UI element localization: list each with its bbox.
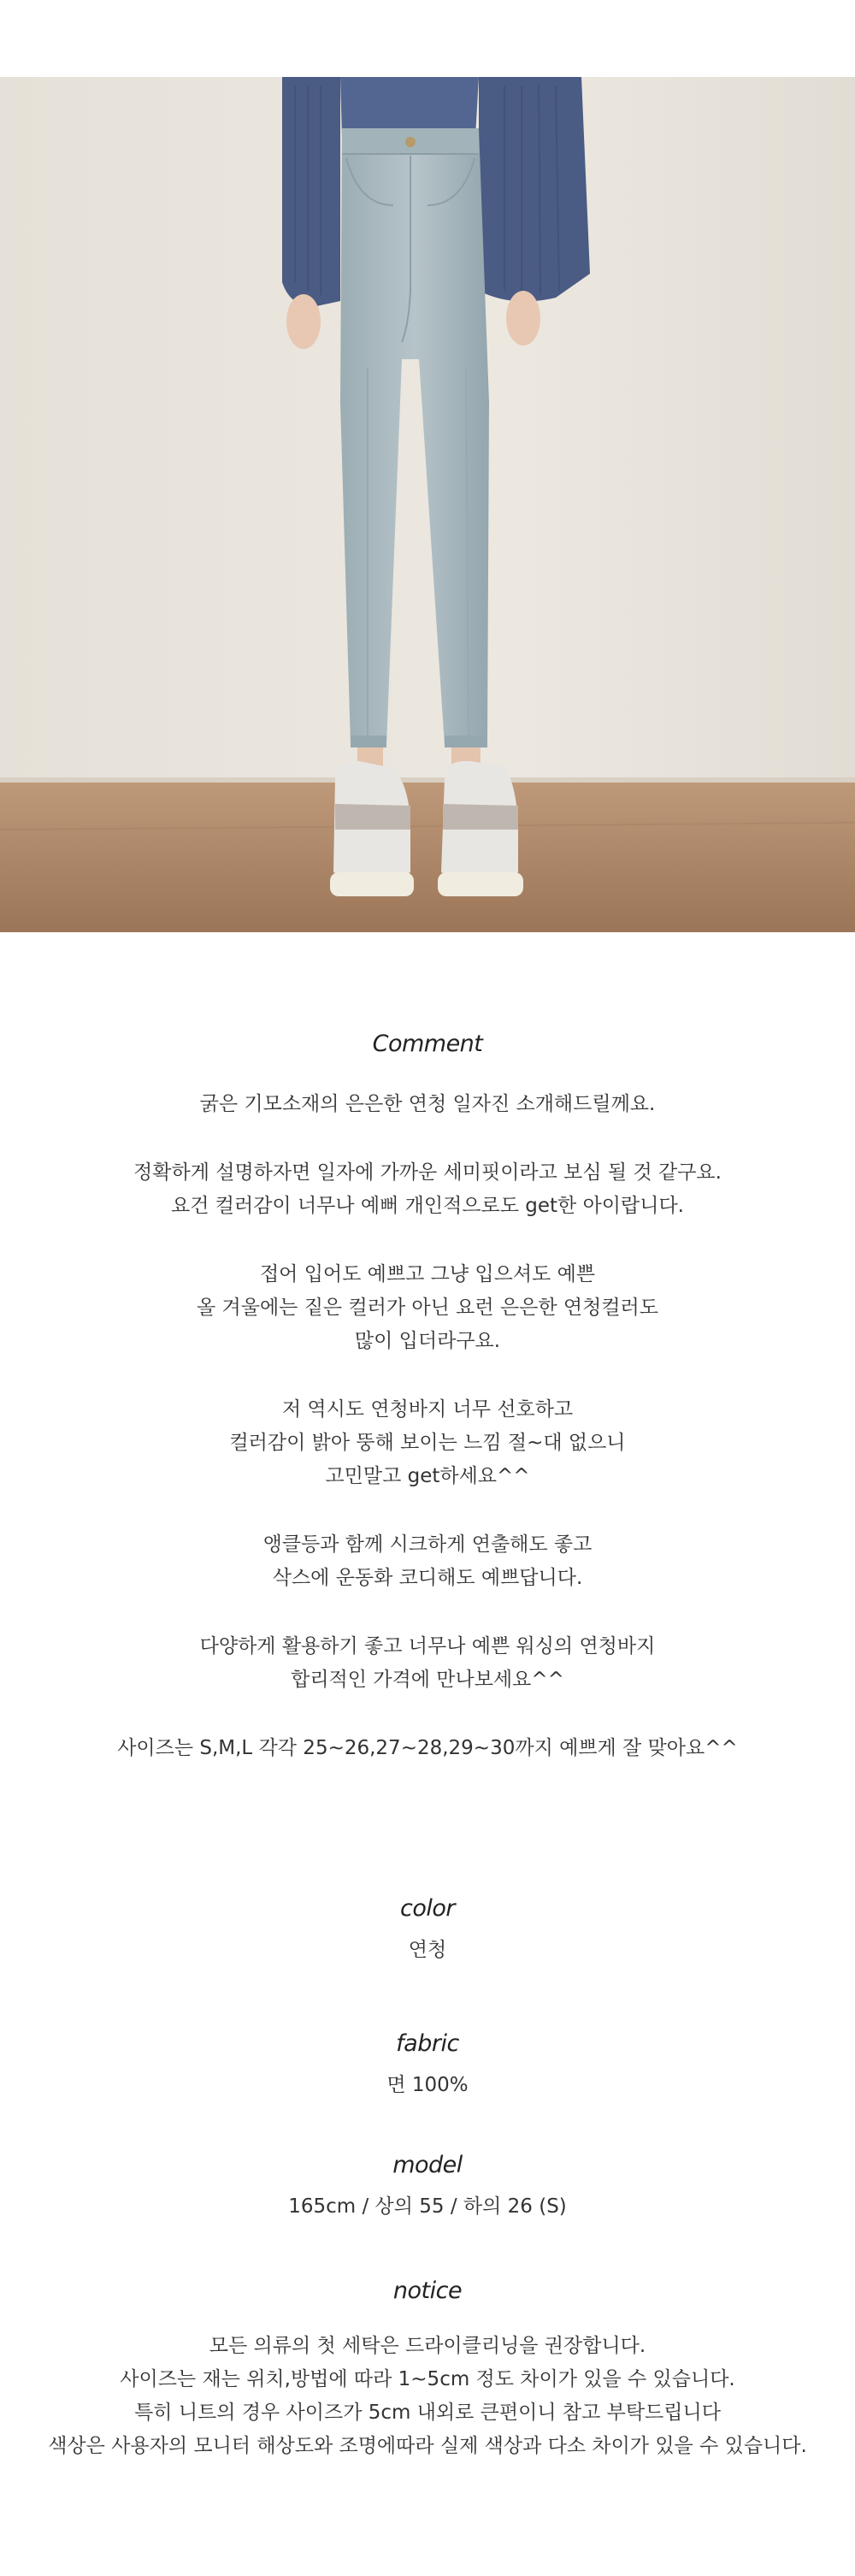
- comment-heading: Comment: [372, 1031, 483, 1057]
- comment-paragraph: [0, 1732, 855, 1765]
- notice-line: 모든 의류의 첫 세탁은 드라이클리닝을 권장합니다.: [209, 2335, 646, 2357]
- comment-line: 다양하게 활용하기 좋고 너무나 예쁜 워싱의 연청바지: [199, 1635, 656, 1657]
- color-section: [0, 1895, 855, 1962]
- comment-line: 앵클등과 함께 시크하게 연출해도 좋고: [262, 1533, 593, 1556]
- comment-line: 합리적인 가격에 만나보세요^^: [291, 1669, 564, 1691]
- comment-line: 사이즈는 S,M,L 각각 25~26,27~28,29~30까지 예쁘게 잘 맞아요^^: [117, 1737, 738, 1759]
- comment-line: 컬러감이 밝아 뚱해 보이는 느낌 절~대 없으니: [229, 1432, 626, 1454]
- notice-line: 색상은 사용자의 모니터 해상도와 조명에따라 실제 색상과 다소 차이가 있을 수 있습니다.: [48, 2435, 807, 2457]
- comment-line: 굵은 기모소재의 은은한 연청 일자진 소개해드릴께요.: [199, 1093, 656, 1115]
- comment-line: 많이 입더라구요.: [354, 1330, 501, 1352]
- color-heading: color: [400, 1895, 455, 1922]
- notice-line: 특히 니트의 경우 사이즈가 5cm 내외로 큰편이니 참고 부탁드립니다: [134, 2402, 721, 2424]
- fabric-value: 면 100%: [386, 2074, 469, 2096]
- color-value: 연청: [408, 1939, 447, 1961]
- model-section: [0, 2152, 855, 2219]
- notice-line: 사이즈는 재는 위치,방법에 따라 1~5cm 정도 차이가 있을 수 있습니다.: [120, 2368, 735, 2390]
- comment-paragraph: [0, 1528, 855, 1595]
- comment-line: 요건 컬러감이 너무나 예뻐 개인적으로도 get한 아이랍니다.: [171, 1195, 684, 1217]
- comment-line: 고민말고 get하세요^^: [325, 1465, 530, 1487]
- comment-paragraph: [0, 1156, 855, 1223]
- fabric-section: [0, 2030, 855, 2097]
- comment-line: 정확하게 설명하자면 일자에 가까운 세미핏이라고 보심 될 것 같구요.: [133, 1161, 722, 1184]
- comment-paragraph: [0, 1088, 855, 1121]
- wooden-floor: [0, 778, 855, 932]
- comment-paragraph: [0, 1630, 855, 1697]
- comment-paragraph: [0, 1258, 855, 1358]
- product-photo: [0, 77, 855, 932]
- comment-line: 접어 입어도 예쁘고 그냥 입으셔도 예쁜: [259, 1263, 596, 1285]
- model-value: 165cm / 상의 55 / 하의 26 (S): [288, 2195, 567, 2218]
- model-heading: model: [392, 2152, 463, 2178]
- comment-line: 삭스에 운동화 코디해도 예쁘답니다.: [272, 1567, 583, 1589]
- comment-body: [0, 1088, 855, 1765]
- comment-line: 올 겨울에는 짙은 컬러가 아닌 요런 은은한 연청컬러도: [197, 1297, 658, 1319]
- notice-body: [0, 2330, 855, 2463]
- comment-line: 저 역시도 연청바지 너무 선호하고: [281, 1398, 574, 1421]
- notice-section: [0, 2278, 855, 2463]
- comment-paragraph: [0, 1393, 855, 1493]
- product-photo-illustration: [0, 77, 855, 932]
- comment-section: [0, 1031, 855, 1765]
- fabric-heading: fabric: [396, 2030, 459, 2057]
- notice-heading: notice: [392, 2278, 463, 2304]
